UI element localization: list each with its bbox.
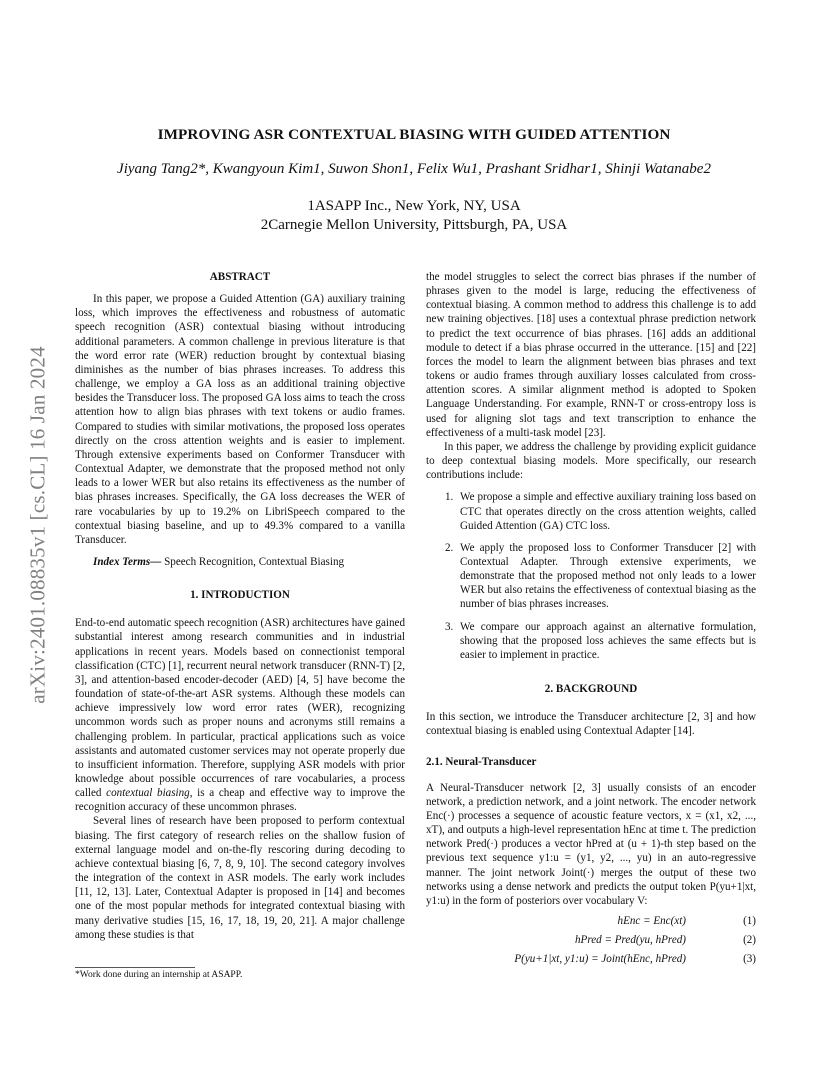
right-column [426,270,756,971]
contribution-list [426,490,756,662]
equation-number: (1) [743,915,756,928]
footnote-rule [75,967,195,968]
neural-transducer-paragraph: A Neural-Transducer network [2, 3] usually consists of an encoder network, a prediction network, and a joint network. The encoder network Enc(·) processes a sequence of acoustic feature vectors, x = (x1, x2, ..., xT), and outputs a high-level representation hEnc at time t. The prediction network Pred(·) produces a vector hPred at (u + 1)-th step based on the previous text sequence y1:u = (y1, y2, ..., yu) in an auto-regressive manner. The joint network Joint(·) merges the output of these two networks using a dense network and predicts the output token P(yu+1|xt, y1:u) in the form of posteriors over vocabulary V: [426,781,756,907]
contribution-text: We apply the proposed loss to Conformer Transducer [2] with Contextual Adapter. Through extensive experiments, we demonstrate that the proposed method not only leads to a lower WER but also retains the effectiveness of contextual biasing as the number of bias phrases increases. [460,541,756,611]
contribution-number: 3. [445,620,454,633]
left-column [75,270,405,942]
index-terms-label: Index Terms— [93,555,162,568]
equation-block [426,914,756,971]
background-paragraph: In this section, we introduce the Transducer architecture [2, 3] and how contextual biasing is enabled using Contextual Adapter [14]. [426,711,756,738]
contribution-text: We compare our approach against an alternative formulation, showing that the proposed loss achieves the same effects but is easier to implement in practice. [460,620,756,661]
affiliation-1: 1ASAPP Inc., New York, NY, USA [307,198,521,214]
intro-p1-text: End-to-end automatic speech recognition (ASR) architectures have gained substantial interest among research communities and in industrial applications in recent years. Models based on connectionist temporal classification (CTC) [1], recurrent neural network transducer (RNN-T) [2, 3], and attention-based encoder-decoder (AED) [4, 5] have become the foundation of state-of-the-art ASR systems. Although these models can achieve impressively low word error rates (WER), recognizing uncommon words such as proper nouns and acronyms still remains a challenging problem. In particular, practical applications such as voice assistants and automated customer services may not operate properly due to insufficient information. Therefore, supplying ASR models with prior knowledge about possible occurrences of rare vocabularies, a process called [75,617,405,800]
index-terms [75,555,405,569]
contribution-number: 1. [445,491,454,504]
intro-p1-emphasis: contextual biasing [106,787,190,800]
right-paragraph-2: In this paper, we address the challenge by providing explicit guidance to deep contextual biasing models. More specifically, our research contributions include: [426,440,756,482]
equation-number: (2) [743,934,756,947]
intro-heading: 1. INTRODUCTION [190,589,290,602]
equation: hEnc = Enc(xt) [617,915,686,928]
equation-row [426,933,756,952]
contribution-item [426,490,756,532]
footnote: *Work done during an internship at ASAPP. [75,970,243,980]
right-paragraph-1: the model struggles to select the correct bias phrases if the number of phrases given to the model is large, reducing the effectiveness of contextual biasing. A common method to address this challenge is to add new training objectives. [18] uses a contextual phrase prediction network to predict the text occurrence of bias phrases. [16] adds an additional module to detect if a bias phrase occurred in the utterance. [15] and [22] forces the model to learn the alignment between bias phrases and text tokens or audio frames through auxiliary losses calculated from cross-attention scores. A similar alignment method is adopted to Spoken Language Understanding. For example, RNN-T or cross-entropy loss is used for aligning slot tags and text transcription to enhance the effectiveness of a multi-task model [23]. [426,271,756,439]
equation-number: (3) [743,953,756,966]
intro-paragraph-1 [75,616,405,814]
equation-row [426,914,756,933]
abstract-text: In this paper, we propose a Guided Attention (GA) auxiliary training loss, which improves the effectiveness and robustness of automatic speech recognition (ASR) contextual biasing without introducing additional parameters. A common challenge in previous literature is that the word error rate (WER) reduction brought by contextual biasing diminishes as the number of bias phrases increases. To address this challenge, we employ a GA loss as an additional training objective besides the Transducer loss. The proposed GA loss aims to teach the cross attention how to align bias phrases with text tokens or audio frames. Compared to studies with similar motivations, the proposed loss operates directly on the cross attention weights and is easier to implement. Through extensive experiments based on Conformer Transducer with Contextual Adapter, we demonstrate that the proposed method not only leads to a lower WER but also retains its effectiveness as the number of bias phrases increases. Specifically, the GA loss decreases the WER of rare vocabularies by up to 19.2% on LibriSpeech compared to the contextual biasing baseline, and up to 49.3% compared to a vanilla Transducer. [75,293,405,546]
equation-row [426,952,756,971]
abstract-heading: ABSTRACT [209,271,271,283]
intro-paragraph-2: Several lines of research have been proposed to perform contextual biasing. The first category of research relies on the shallow fusion of external language model and on-the-fly rescoring during decoding to achieve contextual biasing [6, 7, 8, 9, 10]. The second category involves the integration of the context in ASR models. The early work includes [11, 12, 13]. Later, Contextual Adapter is proposed in [14] and becomes one of the most popular methods for integrated contextual biasing with many derivative studies [15, 16, 17, 18, 19, 20, 21]. A major challenge among these studies is that [75,815,405,941]
contribution-item [426,620,756,662]
arxiv-stamp-text: arXiv:2401.08835v1 [cs.CL] 16 Jan 2024 [25,346,50,704]
subsection-heading: 2.1. Neural-Transducer [426,755,537,768]
intro-p1-end: , is a cheap and effective way to improve the recognition accuracy of these uncommon phrases. [75,787,406,814]
arxiv-stamp [18,290,58,760]
index-terms-text: Speech Recognition, Contextual Biasing [164,555,345,568]
contribution-text: We propose a simple and effective auxiliary training loss based on CTC that operates directly on the cross attention weights, called Guided Attention (GA) CTC loss. [460,491,756,532]
author-list: Jiyang Tang2*, Kwangyoun Kim1, Suwon Shon1, Felix Wu1, Prashant Sridhar1, Shinji Watanabe2 [117,161,711,177]
equation: hPred = Pred(yu, hPred) [575,934,686,947]
affiliation-2: 2Carnegie Mellon University, Pittsburgh, PA, USA [260,217,568,233]
background-heading: 2. BACKGROUND [544,683,638,696]
paper-title: IMPROVING ASR CONTEXTUAL BIASING WITH GUIDED ATTENTION [157,126,671,143]
contribution-number: 2. [445,541,454,554]
contribution-item [426,541,756,612]
equation: P(yu+1|xt, y1:u) = Joint(hEnc, hPred) [514,953,686,966]
